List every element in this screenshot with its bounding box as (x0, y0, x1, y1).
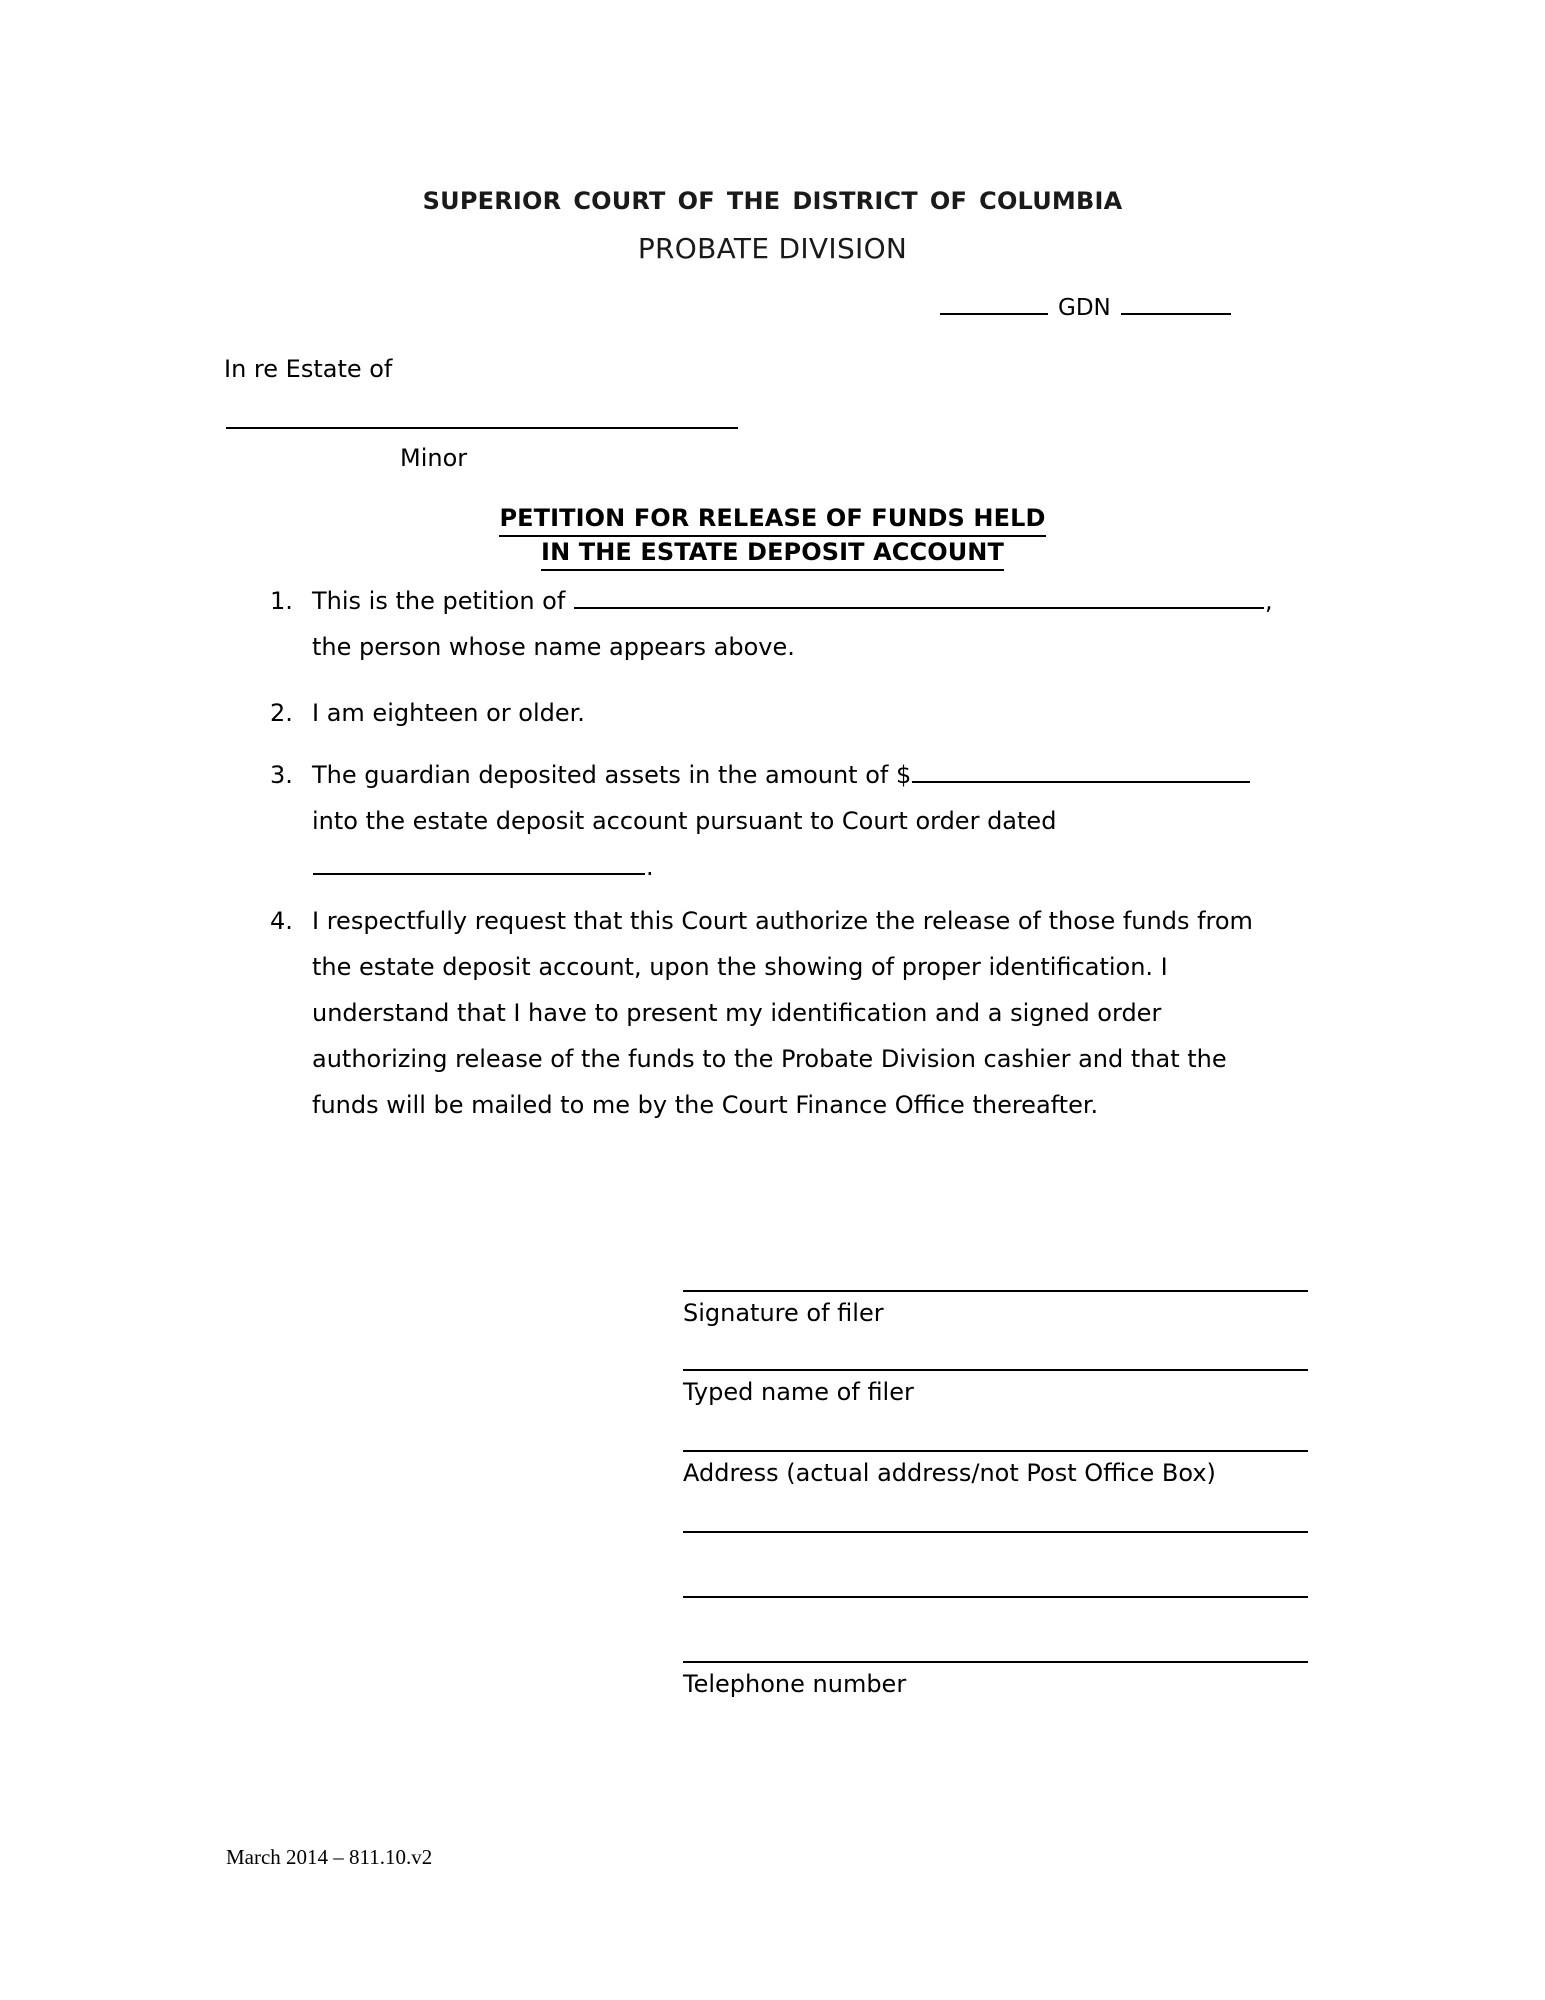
in-re-estate-label: In re Estate of (224, 355, 393, 383)
item-4-line-1: I respectfully request that this Court authorize the release of those funds from (312, 907, 1253, 935)
item-3-line-2: into the estate deposit account pursuant to Court order dated (312, 807, 1057, 835)
spacer (683, 1489, 1308, 1531)
estate-name-blank[interactable] (226, 427, 738, 429)
item-1-comma: , (1264, 587, 1273, 615)
item-1-line-1 (312, 578, 1330, 624)
typed-name-of-filer-field (683, 1369, 1308, 1408)
telephone-number-label: Telephone number (683, 1670, 907, 1698)
item-body (312, 578, 1330, 670)
signature-block (683, 1290, 1308, 1700)
address-label: Address (actual address/not Post Office Box) (683, 1459, 1216, 1487)
page-title-line-1: PETITION FOR RELEASE OF FUNDS HELD (499, 503, 1045, 537)
court-order-date-blank[interactable] (313, 854, 645, 875)
spacer (683, 1408, 1308, 1450)
address-line-2-label (683, 1533, 1308, 1538)
item-body (312, 690, 1270, 736)
case-number-row (940, 293, 1340, 321)
address-line-3-field (683, 1596, 1308, 1603)
telephone-number-field (683, 1661, 1308, 1700)
item-number: 3. (270, 761, 293, 789)
form-revision-footer: March 2014 – 811.10.v2 (226, 1845, 433, 1869)
petition-item-4 (270, 898, 1330, 1128)
address-line-2-field (683, 1531, 1308, 1538)
item-3-line-1 (312, 752, 1330, 798)
item-body (312, 752, 1330, 890)
item-1-line-2: the person whose name appears above. (312, 633, 795, 661)
item-1-text: This is the petition of (312, 587, 573, 615)
address-line-3-label (683, 1598, 1308, 1603)
item-3-line-3 (312, 844, 1330, 890)
spacer (683, 1329, 1308, 1369)
spacer (683, 1538, 1308, 1596)
case-number-suffix-blank[interactable] (1121, 293, 1231, 315)
address-field (683, 1450, 1308, 1489)
signature-of-filer-field (683, 1290, 1308, 1329)
typed-name-of-filer-label: Typed name of filer (683, 1378, 914, 1406)
petition-item-3 (270, 752, 1330, 890)
petition-item-1 (270, 578, 1330, 670)
case-number-prefix-blank[interactable] (940, 293, 1048, 315)
item-3-text: The guardian deposited assets in the amount of $ (312, 761, 912, 789)
spacer (683, 1603, 1308, 1661)
item-4-line-3: understand that I have to present my identification and a signed order (312, 999, 1162, 1027)
court-title: superior court of the district of columbia (422, 178, 1123, 218)
item-4-line-4: authorizing release of the funds to the Probate Division cashier and that the (312, 1045, 1227, 1073)
item-number: 4. (270, 907, 293, 935)
gdn-label: GDN (1058, 295, 1111, 321)
petitioner-name-blank[interactable] (574, 588, 1264, 609)
minor-label: Minor (400, 444, 468, 472)
item-number: 1. (270, 587, 293, 615)
item-body (312, 898, 1330, 1128)
item-4-line-2: the estate deposit account, upon the showing of proper identification. I (312, 953, 1168, 981)
item-2-line-1: I am eighteen or older. (312, 699, 585, 727)
page-title-line-2: IN THE ESTATE DEPOSIT ACCOUNT (541, 537, 1004, 571)
item-3-period: . (646, 853, 654, 881)
page-title (0, 503, 1545, 571)
signature-of-filer-label: Signature of filer (683, 1299, 884, 1327)
deposit-amount-blank[interactable] (912, 762, 1250, 783)
item-4-line-5: funds will be mailed to me by the Court Finance Office thereafter. (312, 1091, 1099, 1119)
petition-item-2 (270, 690, 1270, 736)
item-number: 2. (270, 699, 293, 727)
division-title: PROBATE DIVISION (637, 232, 908, 265)
